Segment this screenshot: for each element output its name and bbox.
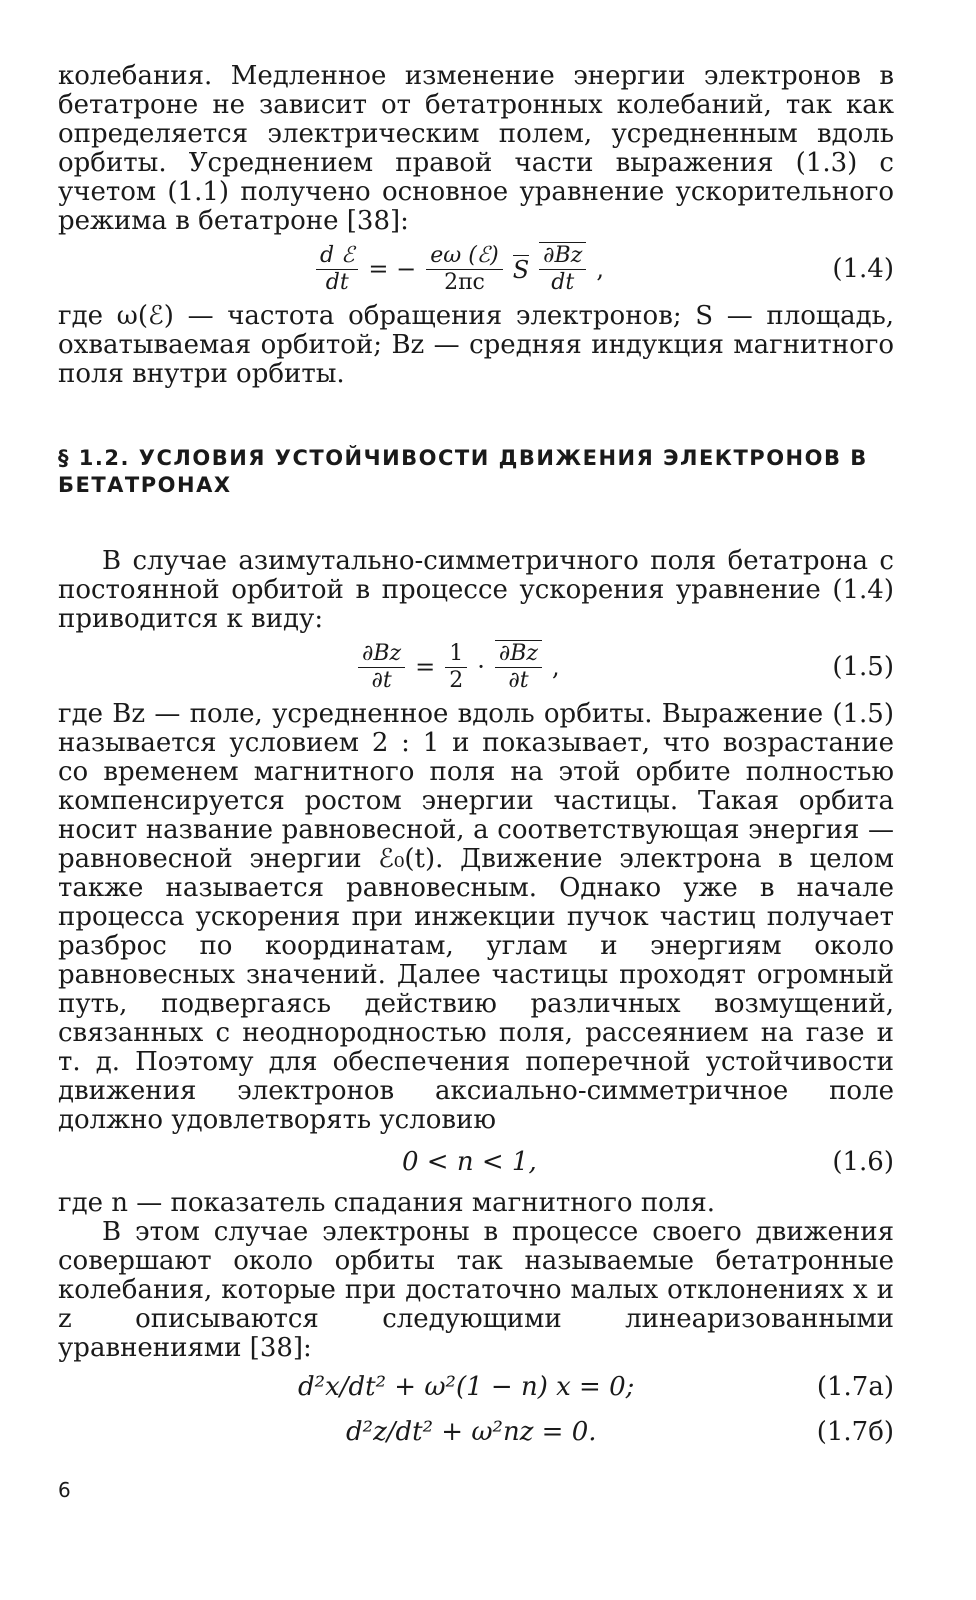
equation-1-5-body: $\frac{\partial Bz}{\partial t}$ = $\frac{1}{2}$ · $\frac{\partial Bz}{\partial t}$ ,: [358, 640, 560, 694]
equation-number: (1.5): [832, 652, 894, 682]
frac-dBz-dt-right: $\frac{\partial Bz}{\partial t}$: [495, 640, 542, 694]
frac-eomega-2pic: $\frac{\text{eω (ℰ)}}{2\pi c}$: [426, 243, 502, 296]
paragraph-2: где ω(ℰ) — частота обращения электронов; S — площадь, охватываемая орбитой; Bz — средняя индукция магнитного поля внутри орбиты.: [58, 301, 894, 389]
page-number: 6: [58, 1478, 71, 1502]
paragraph-1: колебания. Медленное изменение энергии электронов в бетатроне не зависит от бетатронных колебаний, так как определяется электрическим полем, усредненным вдоль орбиты. Усреднением правой части выражения (1.3) с учетом (1.1) получено основное уравнение ускорительного режима в бетатроне [38]:: [58, 61, 894, 236]
document-page: [58, 62, 894, 1453]
equation-1-6: 0 < n < 1, (1.6): [402, 1147, 894, 1177]
equation-number: (1.7а): [816, 1372, 894, 1402]
frac-dBz-dt-left: $\frac{\partial Bz}{\partial t}$: [358, 641, 405, 694]
paragraph-4: где Bz — поле, усредненное вдоль орбиты. Выражение (1.5) называется условием 2 : 1 и показывает, что возрастание со временем магнитного поля на этой орбите полностью компенсируется ростом энергии частицы. Такая орбита носит название равновесной, а соответствующая энергия — равновесной энергии ℰ₀(t). Движение электрона в целом также называется равновесным. Однако уже в начале процесса ускорения при инжекции пучок частиц получает разброс по координатам, углам и энергиям около равновесных значений. Далее частицы проходят огромный путь, подвергаясь действию различных возмущений, связанных с неоднородностью поля, рассеянием на газе и т. д. Поэтому для обеспечения поперечной устойчивости движения электронов аксиально-симметричное поле должно удовлетворять условию: [58, 699, 894, 1135]
equation-1-5: [58, 634, 894, 700]
frac-dE-dt: $\frac{\text{d ℰ}}{dt}$: [316, 243, 358, 296]
equation-number: (1.4): [832, 254, 894, 284]
frac-half: $\frac{1}{2}$: [445, 641, 467, 694]
equation-1-4-body: $\frac{\text{d ℰ}}{dt}$ = − $\frac{\text{eω (ℰ)}}{2\pi c}$ S $\frac{\partial Bz}{dt}$ ,: [316, 242, 604, 296]
paragraph-3: В случае азимутально-симметричного поля бетатрона с постоянной орбитой в процессе ускорения уравнение (1.4) приводится к виду:: [58, 546, 894, 634]
paragraph-6: В этом случае электроны в процессе своего движения совершают около орбиты так называемые бетатронные колебания, которые при достаточно малых отклонениях x и z описываются следующими линеаризованными уравнениями [38]:: [58, 1217, 894, 1363]
equation-1-7b: d²z/dt² + ω²nz = 0. (1.7б): [346, 1417, 894, 1447]
equation-1-7a: d²x/dt² + ω²(1 − n) x = 0; (1.7а): [298, 1372, 894, 1402]
section-heading: § 1.2. УСЛОВИЯ УСТОЙЧИВОСТИ ДВИЖЕНИЯ ЭЛЕКТРОНОВ В БЕТАТРОНАХ: [58, 446, 868, 497]
equation-number: (1.6): [832, 1147, 894, 1177]
area-symbol: S: [512, 255, 530, 284]
paragraph-5: где n — показатель спадания магнитного поля.: [58, 1188, 715, 1218]
frac-dBz-dt: $\frac{\partial Bz}{dt}$: [539, 242, 586, 296]
equation-1-4: [58, 236, 894, 302]
equation-number: (1.7б): [816, 1417, 894, 1447]
